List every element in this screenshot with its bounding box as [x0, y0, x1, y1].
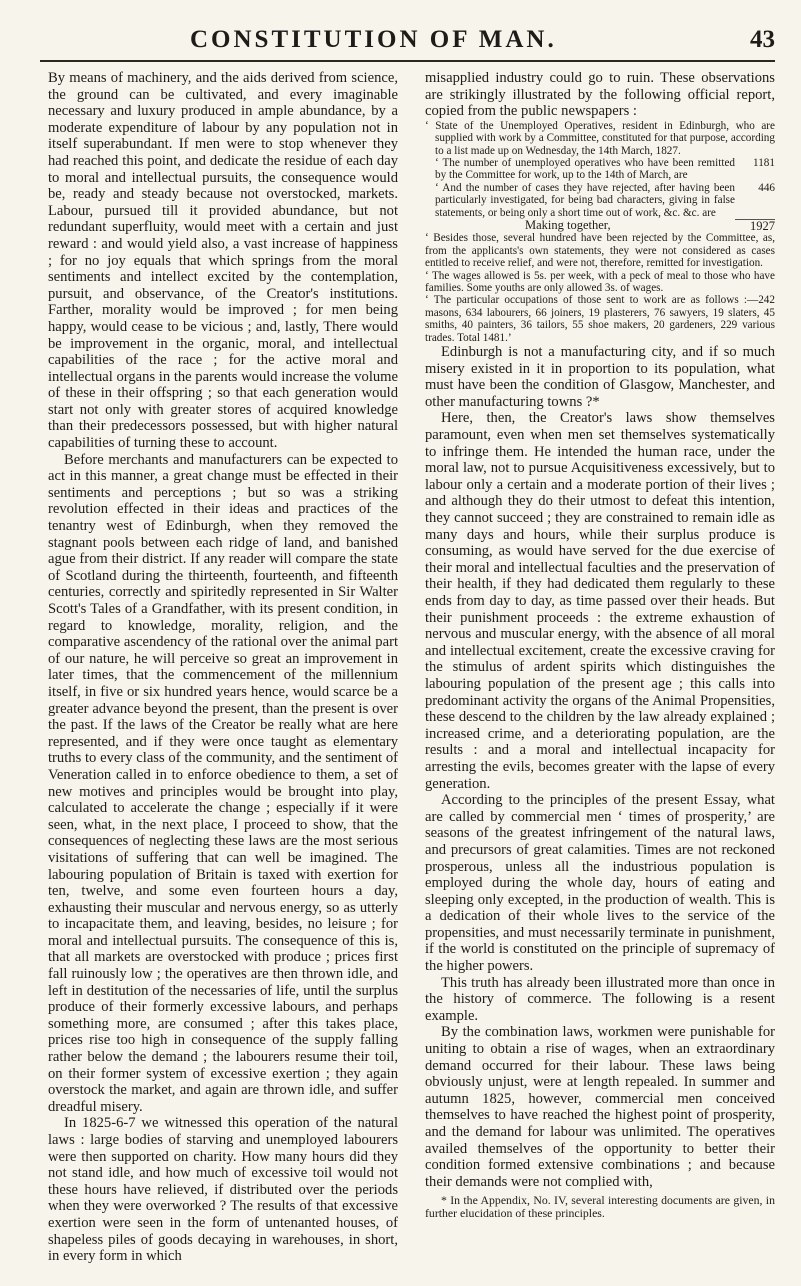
page-header [40, 18, 775, 58]
page-number: 43 [750, 26, 775, 53]
official-report [425, 120, 775, 344]
report-number: 1181 [753, 157, 775, 169]
left-column [48, 70, 398, 1265]
paragraph: Here, then, the Creator's laws show themselves paramount, even when men set themselves systematically to infringe them. He intended the human race, under the moral law, not to pursue Acquisitiveness excessively, but to labour only a certain and a moderate portion of their lives ; and although they do their utmost to defeat this intention, they cannot succeed ; they are constrained to remain idle as many days and hours, while their surplus produce is consuming, as would have served for the due exercise of their moral and intellectual faculties and the preservation of their health, if they had dedicated them regularly to these ends from day to day, as time passed over their heads. But their punishment proceeds : the extreme exhaustion of nervous and muscular energy, with the absence of all moral and intellectual excitement, create the excessive craving for the stimulus of ardent spirits which distinguishes the labouring population of the present age ; this calls into predominant activity the organs of the Animal Propensities, these descend to the children by the law already explained ; increased crime, and a deteriorating population, are the results : and a moral and intellectual incapacity for arresting the evils, becomes greater with the lapse of every generation. [425, 410, 775, 792]
report-figure-line [425, 182, 775, 219]
report-figure-line [425, 157, 775, 182]
paragraph: By means of machinery, and the aids derived from science, the ground can be cultivated, and every imaginable necessary and luxury produced in ample abundance, by a moderate expenditure of labour by any population not in itself superabundant. If men were to stop whenever they had reached this point, and dedicate the residue of each day to moral and intellectual pursuits, the consequence would be, ready and steady because not overstocked, markets. Labour, pursued till it provided abundance, but not redundant superfluity, would meet with a certain and just reward : and would yield also, a vast increase of happiness ; for no joy equals that which springs from the moral sentiments and intellect excited by the contemplation, pursuit, and observance, of the Creator's institutions. Farther, morality would be improved ; for men being happy, would cease to be vicious ; and, lastly, There would be improvement in the organic, moral, and intellectual capabilities of the race ; for the active moral and intellectual organs in the parents would increase the volume of these in their offspring ; so that each generation would start not only with greater stores of acquired knowledge than their predecessors possessed, but with higher natural capabilities of turning these to account. [48, 70, 398, 452]
report-note: ‘ The wages allowed is 5s. per week, with a peck of meal to those who have families. Some youths are only allowed 3s. of wages. [425, 269, 775, 295]
paragraph: In 1825-6-7 we witnessed this operation of the natural laws : large bodies of starving and unemployed labourers were then supported on charity. How many hours did they not stand idle, and how much of excessive toil would not these hours have relieved, if distributed over the periods when they were overworked ? The results of that excessive exertion were seen in the form of untenanted houses, of shapeless piles of goods decaying in warehouses, in short, in every form in which [48, 1115, 398, 1265]
report-total-number: 1927 [735, 219, 775, 232]
footnote: * In the Appendix, No. IV, several interesting documents are given, in further elucidation of these principles. [425, 1193, 775, 1220]
paragraph: misapplied industry could go to ruin. These observations are strikingly illustrated by the following official report, copied from the public newspapers : [425, 70, 775, 120]
report-number: 446 [758, 181, 775, 194]
report-entry: ‘ State of the Unemployed Operatives, resident in Edinburgh, who are supplied with work by a Committee, constituted for that purpose, according to a list made up on Wednesday, the 14th March, 1827. [425, 119, 775, 157]
paragraph: Edinburgh is not a manufacturing city, and if so much misery existed in it in proportion to its population, what must have been the condition of Glasgow, Manchester, and other manufacturing towns ?* [425, 344, 775, 410]
report-note: ‘ Besides those, several hundred have been rejected by the Committee, as, from the applicants's own statements, they were not considered as cases entitled to receive relief, and were not, therefore, remitted for investigation. [425, 232, 775, 270]
report-total [425, 219, 775, 232]
report-total-label: Making together, [525, 218, 611, 233]
paragraph: By the combination laws, workmen were punishable for uniting to obtain a rise of wages, when an extraordinary demand occurred for their labour. These laws being obviously unjust, were at length repealed. In summer and autumn 1825, however, commercial men conceived themselves to have reached the highest point of prosperity, and the demand for labour was unlimited. The operatives availed themselves of the opportunity to better their condition formed extensive combinations ; and because their demands were not complied with, [425, 1024, 775, 1190]
header-rule [40, 60, 775, 62]
report-note: ‘ The particular occupations of those sent to work are as follows :—242 masons, 634 labourers, 66 joiners, 19 plasterers, 76 sawyers, 19 slaters, 45 smiths, 40 painters, 36 tailors, 55 shoe makers, 20 gardeners, 229 various trades. Total 1481.’ [425, 294, 775, 344]
paragraph: According to the principles of the present Essay, what are called by commercial men ‘ times of prosperity,’ are seasons of the greatest infringement of the natural laws, and precursors of great calamities. Times are not reckoned prosperous, unless all the industrious population is employed during the whole day, hours of eating and sleeping only excepted, in the production of wealth. This is a dedication of their whole lives to the service of the propensities, and must necessarily terminate in punishment, if the world is constituted on the principle of supremacy of the higher powers. [425, 792, 775, 975]
report-entry: ‘ And the number of cases they have rejected, after having been particularly investigated, for being bad characters, giving in false statements, or being only a short time out of work, &c. &c. are [435, 181, 735, 219]
paragraph: Before merchants and manufacturers can be expected to act in this manner, a great change must be effected in their sentiments and perceptions ; but so was a striking revolution effected in their ideas and practices of the tenantry west of Edinburgh, when they removed the stagnant pools between each ridge of land, and banished ague from their district. If any reader will compare the state of Scotland during the thirteenth, fourteenth, and fifteenth centuries, correctly and spiritedly represented in Sir Walter Scott's Tales of a Grandfather, with its present condition, in regard to knowledge, morality, religion, and the comparative ascendency of the rational over the animal part of our nature, he will perceive so great an improvement in later times, that the commencement of the millennium itself, in five or six hundred years hence, would scarce be a greater advance beyond the present, than the present is over the past. If the laws of the Creator be really what are here represented, and if they were once taught as elementary truths to every class of the community, and the sentiment of Veneration called in to enforce obedience to them, a set of new motives and principles would be brought into play, calculated to accelerate the change ; especially if it were seen, what, in the next place, I proceed to show, that the consequences of neglecting these laws are the most serious visitations of suffering that can well be imagined. The labouring population of Britain is taxed with exertion for ten, twelve, and some even fourteen hours a day, exhausting their muscular and nervous energy, so as utterly to incapacitate them, and leaving, besides, no leisure ; for moral and intellectual pursuits. The consequence of this is, that all markets are overstocked with produce ; prices first fall ruinously low ; the operatives are then thrown idle, and left in destitution of the necessaries of life, until the surplus produce of their formerly excessive labours, and perhaps something more, are consumed ; after this takes place, prices rise too high in consequence of the supply falling rather below the demand ; the labourers resume their toil, on their former system of excessive exertion ; they again overstock the market, and again are thrown idle, and suffer dreadful misery. [48, 451, 398, 1115]
paragraph: This truth has already been illustrated more than once in the history of commerce. The following is a resent example. [425, 974, 775, 1024]
report-entry: ‘ The number of unemployed operatives who have been remitted by the Committee for work, up to the 14th of March, are [435, 157, 735, 182]
running-title: CONSTITUTION OF MAN. [190, 26, 557, 53]
right-column [425, 70, 775, 1220]
